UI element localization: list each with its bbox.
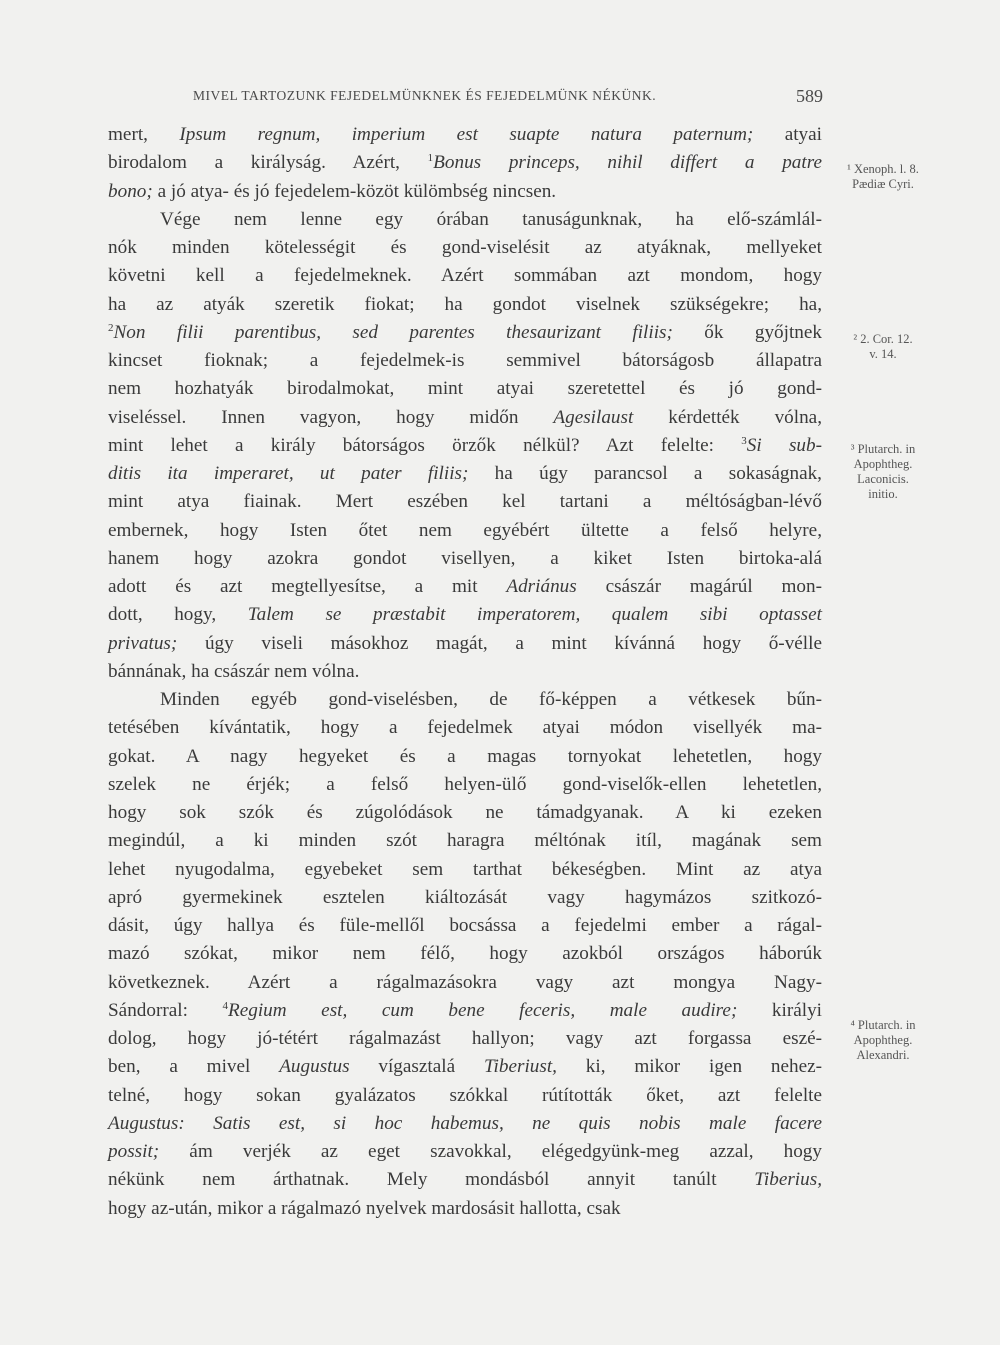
text-segment: bánnának, ha császár nem vólna.	[108, 660, 360, 682]
text-line	[108, 969, 822, 997]
text-segment: kérdették vólna,	[633, 406, 822, 428]
margin-note	[828, 442, 938, 502]
text-segment: possit;	[108, 1141, 160, 1162]
text-segment: Tiberiust,	[483, 1056, 557, 1078]
text-segment: a jó atya- és jó fejedelem-közöt külömbség nincsen.	[152, 180, 557, 202]
text-line	[108, 319, 822, 347]
text-line	[108, 799, 822, 827]
text-line	[108, 517, 822, 545]
margin-note-line: Apophtheg.	[853, 457, 913, 471]
text-segment: birodalom a királyság. Azért,	[108, 152, 428, 174]
text-segment: Si sub-	[746, 434, 822, 456]
text-line	[108, 149, 822, 177]
text-line	[108, 404, 822, 432]
margin-note-line: Apophtheg.	[853, 1033, 913, 1047]
text-segment: adott és azt megtellyesítse, a mit	[108, 576, 507, 597]
text-line	[108, 743, 822, 771]
text-segment: Agesilaust	[553, 406, 634, 428]
margin-note-line: v. 14.	[869, 347, 897, 361]
text-segment: nók minden kötelességit és gond-viselésit az atyáknak, mellyeket	[108, 237, 822, 258]
text-line	[108, 545, 822, 573]
text-segment: nékünk nem árthatnak. Mely mondásból annyit tanúlt	[108, 1169, 755, 1191]
margin-note-line: ² 2. Cor. 12.	[853, 332, 913, 346]
text-segment: hanem hogy azokra gondot visellyen, a kiket Isten birtoka-alá	[108, 547, 822, 569]
text-segment: Non filii parentibus, sed parentes thesaurizant filiis;	[113, 321, 673, 343]
text-segment: Bonus princeps, nihil differt a patre	[433, 152, 822, 174]
text-segment: embernek, hogy Isten őtet nem egyébért ültette a felső helyre,	[108, 519, 822, 541]
text-segment: Talem se præstabit imperatorem, qualem sibi optasset	[247, 604, 822, 626]
text-segment: ki, mikor igen nehez-	[556, 1056, 822, 1078]
text-line	[108, 912, 822, 940]
text-segment: dolog, hogy jó-tétért rágalmazást hallyon; vagy azt forgassa eszé-	[108, 1028, 822, 1049]
text-segment: mert,	[108, 124, 180, 145]
text-segment: megindúl, a ki minden szót haragra méltónak itíl, magának sem	[108, 830, 822, 852]
text-segment: lehet nyugodalma, egyebeket sem tarthat békeségben. Mint az atya	[108, 858, 822, 880]
text-segment: telné, hogy sokan gyalázatos szókkal rútították őket, azt felelte	[108, 1084, 822, 1106]
page-number: 589	[796, 86, 823, 106]
margin-note-line: ¹ Xenoph. l. 8.	[847, 162, 919, 176]
text-line	[108, 884, 822, 912]
text-line	[108, 997, 822, 1025]
text-line	[108, 347, 822, 375]
footnote-marker: 1	[427, 152, 434, 165]
text-segment: Vége nem lenne egy órában tanuságunknak, ha elő-számlál-	[160, 208, 822, 230]
footnote-marker: 2	[108, 321, 114, 334]
margin-note-line: Pædiæ Cyri.	[852, 177, 914, 191]
text-segment: Adriánus	[506, 576, 577, 597]
text-segment: Augustus	[279, 1056, 350, 1078]
text-line	[108, 630, 822, 658]
text-line	[108, 1138, 822, 1166]
text-segment: Regium est, cum bene feceris, male audire;	[228, 999, 738, 1021]
text-segment: apró gyermekinek esztelen kiáltozását vagy hagymázos szitkozó-	[108, 886, 822, 908]
text-segment: mint atya fiainak. Mert eszében kel tartani a méltóságban-lévő	[108, 491, 822, 513]
text-line	[108, 121, 822, 149]
text-segment: királyi	[737, 999, 822, 1021]
text-line	[108, 1166, 822, 1194]
margin-note-line: Laconicis.	[857, 472, 909, 486]
text-line	[108, 178, 822, 206]
text-line	[108, 488, 822, 516]
body-text	[108, 121, 822, 1223]
text-segment: Ipsum regnum, imperium est suapte natura paternum;	[179, 124, 754, 145]
margin-note-line: ³ Plutarch. in	[850, 442, 916, 456]
text-line	[108, 234, 822, 262]
text-segment: kincset fioknak; a fejedelmek-is semmivel bátorságosb állapatra	[108, 350, 822, 371]
text-segment: Minden egyéb gond-viselésben, de fő-képpen a vétkesek bűn-	[160, 689, 822, 710]
footnote-marker: 4	[222, 999, 228, 1012]
text-segment: tetésében kívántatik, hogy a fejedelmek atyai módon visellyék ma-	[108, 717, 822, 739]
text-line	[108, 573, 822, 601]
text-line	[108, 771, 822, 799]
text-segment: gokat. A nagy hegyeket és a magas tornyokat lehetetlen, hogy	[108, 745, 822, 767]
text-segment: ditis ita imperaret, ut pater filiis;	[108, 463, 469, 484]
text-segment: következnek. Azért a rágalmazásokra vagy azt mongya Nagy-	[108, 971, 822, 993]
text-segment: ha az atyák szeretik fiokat; ha gondot viselnek szükségekre; ha,	[108, 293, 822, 315]
text-segment: úgy viseli másokhoz magát, a mint kívánná hogy ő-vélle	[177, 632, 822, 654]
text-line	[108, 940, 822, 968]
text-segment: ha úgy parancsol a sokaságnak,	[468, 463, 822, 484]
text-line	[108, 658, 822, 686]
text-segment: dott, hogy,	[108, 604, 248, 626]
margin-note	[828, 162, 938, 192]
margin-note-line: Alexandri.	[856, 1048, 910, 1062]
text-line	[108, 291, 822, 319]
text-segment: Sándorral:	[108, 999, 223, 1021]
text-line	[108, 206, 822, 234]
margin-note-line: initio.	[868, 487, 898, 501]
text-segment: vígasztalá	[349, 1056, 484, 1078]
page-header	[193, 86, 823, 106]
text-segment: nem hozhatyák birodalmokat, mint atyai szeretettel és jó gond-	[108, 378, 822, 400]
text-line	[108, 375, 822, 403]
text-line	[108, 262, 822, 290]
margin-note-line: ⁴ Plutarch. in	[850, 1018, 916, 1032]
text-line	[108, 1110, 822, 1138]
text-segment: bono;	[108, 180, 153, 202]
text-segment: ben, a mivel	[108, 1056, 280, 1078]
text-segment: követni kell a fejedelmeknek. Azért sommában azt mondom, hogy	[108, 265, 822, 287]
text-segment: Augustus: Satis est, si hoc habemus, ne quis nobis male facere	[108, 1112, 822, 1134]
text-line	[108, 1082, 822, 1110]
text-line	[108, 714, 822, 742]
text-segment: szelek ne érjék; a felső helyen-ülő gond-viselők-ellen lehetetlen,	[108, 773, 822, 795]
text-segment: viseléssel. Innen vagyon, hogy midőn	[108, 406, 554, 428]
running-head: MIVEL TARTOZUNK FEJEDELMÜNKNEK ÉS FEJEDELMÜNK NÉKÜNK.	[193, 88, 657, 103]
text-segment: privatus;	[108, 632, 178, 654]
text-line	[108, 1025, 822, 1053]
text-segment: ám verjék az eget szavokkal, elégedgyünk-meg azzal, hogy	[159, 1141, 822, 1162]
text-segment: hogy az-után, mikor a rágalmazó nyelvek mardosásit hallotta, csak	[108, 1197, 621, 1219]
text-segment: hogy sok szók és zúgolódások ne támadgyanak. A ki ezeken	[108, 802, 822, 823]
text-line	[108, 686, 822, 714]
text-line	[108, 432, 822, 460]
margin-note	[828, 332, 938, 362]
text-line	[108, 601, 822, 629]
text-line	[108, 856, 822, 884]
text-line	[108, 460, 822, 488]
text-line	[108, 1195, 822, 1223]
text-segment: Tiberius,	[754, 1169, 822, 1191]
text-segment: ők győjtnek	[672, 321, 822, 343]
text-segment: mazó szókat, mikor nem félő, hogy azokból országos háborúk	[108, 943, 822, 965]
text-segment: császár magárúl mon-	[576, 576, 822, 597]
text-segment: dásit, úgy hallya és füle-mellől bocsássa a fejedelmi ember a rágal-	[108, 915, 822, 936]
text-segment: atyai	[753, 124, 822, 145]
margin-note	[828, 1018, 938, 1063]
text-line	[108, 827, 822, 855]
footnote-marker: 3	[741, 434, 747, 447]
text-line	[108, 1053, 822, 1081]
text-segment: mint lehet a király bátorságos örzők nélkül? Azt felelte:	[108, 434, 742, 456]
